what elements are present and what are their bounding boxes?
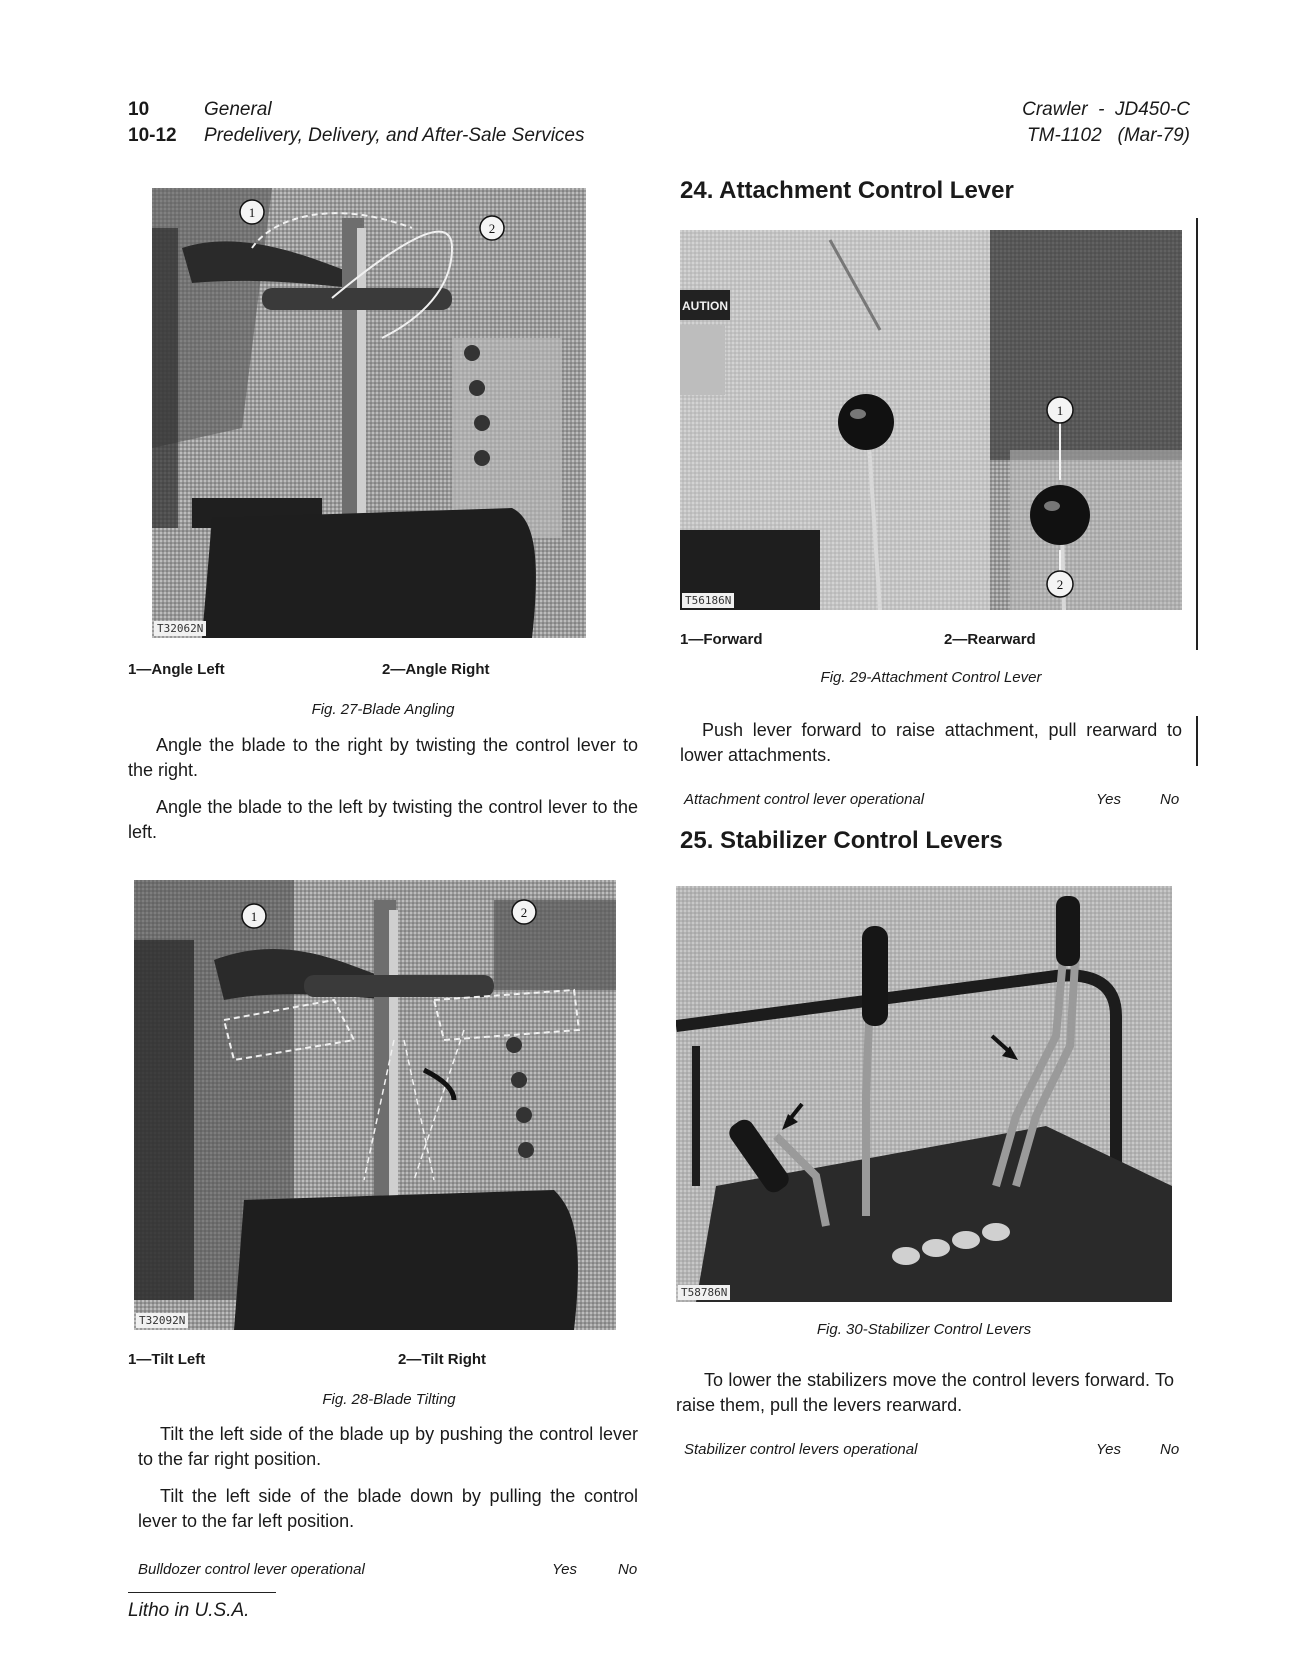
section-25-heading: 25. Stabilizer Control Levers [680, 827, 1003, 854]
stabilizer-check-no[interactable]: No [1160, 1441, 1180, 1458]
fig27-callout-1: 1 [248, 205, 256, 220]
fig30-caption: Fig. 30-Stabilizer Control Levers [816, 1321, 1032, 1338]
attachment-check-yes[interactable]: Yes [1096, 791, 1122, 808]
attachment-check-label: Attachment control lever operational [684, 791, 925, 808]
fig27-paragraph-2: Angle the blade to the left by twisting the control lever to the left. [128, 797, 638, 842]
fig28-callout-2: 2 [520, 905, 528, 920]
stabilizer-check-yes[interactable]: Yes [1096, 1441, 1122, 1458]
fig28-legend-2: 2—Tilt Right [398, 1351, 487, 1368]
fig29-caption: Fig. 29-Attachment Control Lever [820, 669, 1042, 686]
bulldozer-check-no[interactable]: No [618, 1561, 638, 1578]
fig30-photo [676, 886, 1172, 1302]
fig29-callout-2: 2 [1056, 577, 1064, 592]
chapter-number: 10 [128, 99, 150, 120]
bulldozer-check-label: Bulldozer control lever operational [138, 1561, 365, 1578]
fig29-photo [680, 230, 1182, 610]
fig30-photo-tag: T58786N [678, 1285, 730, 1300]
section-24-para-change-bar [1196, 716, 1198, 766]
fig27-photo-tag: T32062N [154, 621, 206, 636]
stabilizer-check-label: Stabilizer control levers operational [684, 1441, 918, 1458]
section-24-change-bar [1196, 218, 1198, 650]
chapter-line [128, 98, 272, 122]
fig28-legend-1: 1—Tilt Left [128, 1351, 206, 1368]
manual-number: TM-1102 (Mar-79) [1027, 125, 1190, 146]
footer-litho: Litho in U.S.A. [128, 1600, 250, 1621]
fig28-caption: Fig. 28-Blade Tilting [322, 1391, 456, 1408]
chapter-title: General [204, 99, 272, 120]
fig29-legend-2: 2—Rearward [944, 631, 1036, 648]
fig27-photo [152, 188, 586, 638]
fig29-legend-1: 1—Forward [680, 631, 763, 648]
machine-model: Crawler - JD450-C [1022, 99, 1190, 120]
section-title: Predelivery, Delivery, and After-Sale Services [204, 125, 585, 146]
fig27-callout-2: 2 [488, 221, 496, 236]
section-line [128, 124, 585, 148]
fig28-photo [134, 880, 616, 1330]
footer-rule [128, 1592, 276, 1593]
fig28-photo-tag: T32092N [136, 1313, 188, 1328]
fig29-photo-tag: T56186N [682, 593, 734, 608]
attachment-check-no[interactable]: No [1160, 791, 1180, 808]
fig27-paragraph-1: Angle the blade to the right by twisting the control lever to the right. [128, 735, 638, 780]
fig27-caption: Fig. 27-Blade Angling [311, 701, 455, 718]
fig29-callout-1: 1 [1056, 403, 1064, 418]
section-number: 10-12 [128, 125, 177, 146]
bulldozer-check-yes[interactable]: Yes [552, 1561, 578, 1578]
section-24-paragraph: Push lever forward to raise attachment, pull rearward to lower attachments. [680, 720, 1182, 765]
fig28-paragraph-2: Tilt the left side of the blade down by pulling the control lever to the far left position. [138, 1486, 638, 1531]
fig27-legend-2: 2—Angle Right [382, 661, 490, 678]
section-25-paragraph: To lower the stabilizers move the control levers forward. To raise them, pull the levers rearward. [676, 1370, 1174, 1415]
section-24-heading: 24. Attachment Control Lever [680, 177, 1014, 204]
fig29-caution-label: AUTION [682, 299, 728, 313]
fig28-paragraph-1: Tilt the left side of the blade up by pushing the control lever to the far right position. [138, 1424, 638, 1469]
fig28-callout-1: 1 [250, 909, 258, 924]
fig27-legend-1: 1—Angle Left [128, 661, 225, 678]
